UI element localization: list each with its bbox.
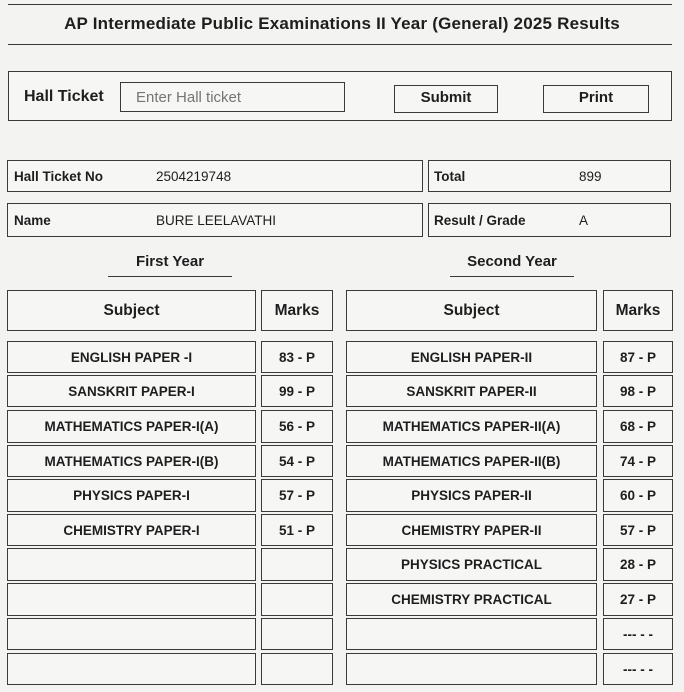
- total-box: [428, 160, 671, 192]
- total-label: Total: [434, 169, 466, 184]
- name-value: BURE LEELAVATHI: [156, 213, 277, 228]
- first-year-subject-cell: CHEMISTRY PAPER-I: [7, 514, 256, 546]
- result-value: A: [579, 213, 589, 228]
- first-year-subject-cell: MATHEMATICS PAPER-I(A): [7, 410, 256, 443]
- second-year-marks-cell: 87 - P: [603, 341, 673, 373]
- result-box: [428, 203, 671, 237]
- second-year-subject-cell: [346, 618, 597, 650]
- second-year-marks-cell: --- - -: [603, 653, 673, 685]
- second-year-subject-cell: CHEMISTRY PAPER-II: [346, 514, 597, 546]
- submit-button[interactable]: Submit: [394, 85, 498, 113]
- first-year-subject-cell: [7, 618, 256, 650]
- first-year-marks-cell: [261, 618, 333, 650]
- first-year-marks-cell: 51 - P: [261, 514, 333, 546]
- hall-ticket-no-value: 2504219748: [156, 169, 232, 184]
- first-year-marks-header: Marks: [261, 290, 333, 331]
- first-year-marks-cell: [261, 583, 333, 616]
- second-year-subject-cell: CHEMISTRY PRACTICAL: [346, 583, 597, 616]
- total-value: 899: [579, 169, 602, 184]
- first-year-marks-cell: 56 - P: [261, 410, 333, 443]
- title-bottom-rule: [8, 44, 672, 45]
- first-year-title: First Year: [135, 253, 205, 270]
- second-year-subject-cell: ENGLISH PAPER-II: [346, 341, 597, 373]
- hall-ticket-label: Hall Ticket: [24, 88, 104, 105]
- first-year-subject-cell: PHYSICS PAPER-I: [7, 479, 256, 512]
- name-box: [7, 203, 423, 237]
- second-year-marks-cell: 68 - P: [603, 410, 673, 443]
- second-year-subject-cell: MATHEMATICS PAPER-II(B): [346, 445, 597, 477]
- first-year-subject-header: Subject: [7, 290, 256, 331]
- second-year-subject-cell: [346, 653, 597, 685]
- second-year-title: Second Year: [467, 253, 557, 270]
- second-year-marks-cell: 28 - P: [603, 548, 673, 581]
- first-year-marks-cell: [261, 548, 333, 581]
- second-year-marks-cell: 57 - P: [603, 514, 673, 546]
- first-year-marks-cell: 54 - P: [261, 445, 333, 477]
- result-label: Result / Grade: [434, 213, 526, 228]
- title-top-rule: [8, 4, 672, 5]
- first-year-subject-cell: ENGLISH PAPER -I: [7, 341, 256, 373]
- first-year-subject-cell: [7, 548, 256, 581]
- name-label: Name: [14, 213, 51, 228]
- second-year-marks-cell: 27 - P: [603, 583, 673, 616]
- second-year-subject-header: Subject: [346, 290, 597, 331]
- first-year-subject-cell: SANSKRIT PAPER-I: [7, 375, 256, 407]
- first-year-subject-cell: [7, 583, 256, 616]
- second-year-subject-cell: MATHEMATICS PAPER-II(A): [346, 410, 597, 443]
- hall-ticket-no-label: Hall Ticket No: [14, 169, 104, 184]
- first-year-subject-cell: MATHEMATICS PAPER-I(B): [7, 445, 256, 477]
- first-year-marks-cell: 83 - P: [261, 341, 333, 373]
- second-year-underline: [450, 276, 574, 277]
- hall-ticket-input[interactable]: [120, 82, 345, 112]
- second-year-subject-cell: SANSKRIT PAPER-II: [346, 375, 597, 407]
- second-year-subject-cell: PHYSICS PRACTICAL: [346, 548, 597, 581]
- second-year-subject-cell: PHYSICS PAPER-II: [346, 479, 597, 512]
- second-year-marks-cell: 74 - P: [603, 445, 673, 477]
- second-year-marks-header: Marks: [603, 290, 673, 331]
- first-year-marks-cell: [261, 653, 333, 685]
- first-year-marks-cell: 57 - P: [261, 479, 333, 512]
- print-button[interactable]: Print: [543, 85, 649, 113]
- first-year-underline: [108, 276, 232, 277]
- second-year-marks-cell: --- - -: [603, 618, 673, 650]
- second-year-marks-cell: 60 - P: [603, 479, 673, 512]
- hall-ticket-no-box: [7, 160, 423, 192]
- first-year-marks-cell: 99 - P: [261, 375, 333, 407]
- second-year-marks-cell: 98 - P: [603, 375, 673, 407]
- first-year-subject-cell: [7, 653, 256, 685]
- page-title: AP Intermediate Public Examinations II Year (General) 2025 Results: [64, 14, 620, 33]
